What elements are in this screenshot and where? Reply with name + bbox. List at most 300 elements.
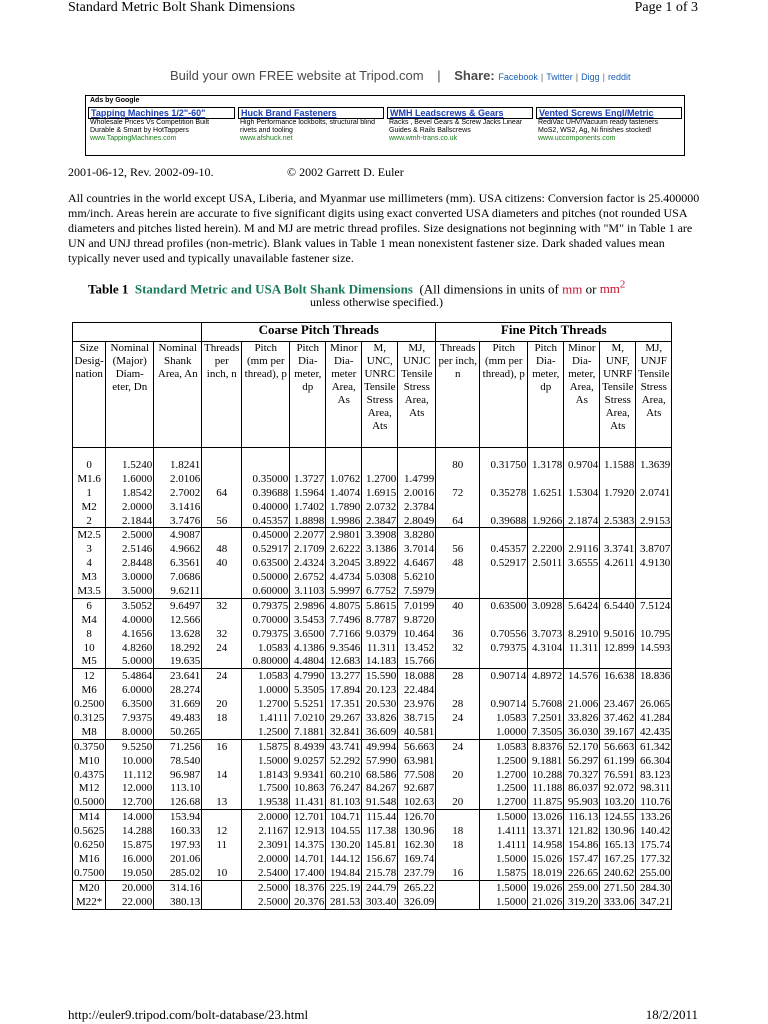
table-cell: 10 [73, 641, 106, 655]
table-cell: 1.4074 [326, 486, 362, 500]
ad-item[interactable] [536, 107, 682, 153]
table-cell: 2.5000 [242, 895, 290, 909]
table-cell: 0.7500 [74, 866, 105, 879]
table-cell: 9.6497 [154, 598, 202, 612]
ad-description: Wholesale Prices Vs Competition Built Durable & Smart by HotTappers [90, 119, 210, 134]
table-number: Table 1 [88, 281, 129, 297]
table-cell: 2.9801 [326, 528, 362, 542]
table-cell: 77.508 [398, 768, 436, 782]
table-cell: 15.875 [106, 838, 154, 852]
table-cell: 12.700 [106, 795, 154, 809]
table-cell: 3 [73, 542, 106, 556]
table-cell [202, 584, 242, 598]
table-cell: 22.000 [106, 895, 154, 909]
table-cell: 0.39688 [242, 486, 290, 500]
share-digg-link[interactable]: Digg [581, 72, 600, 82]
table-cell: 165.13 [600, 838, 636, 852]
table-cell: 9.5250 [106, 739, 154, 753]
table-cell: 1.3727 [290, 472, 326, 486]
table-cell [564, 570, 600, 584]
ad-title[interactable]: Huck Brand Fasteners [238, 107, 384, 119]
table-cell: 2.5000 [242, 880, 290, 894]
table-cell: 102.63 [398, 795, 436, 809]
table-cell: 104.55 [326, 824, 362, 838]
spacer-cell [564, 448, 600, 459]
table-cell: 14.593 [636, 641, 672, 655]
table-cell: 7.0686 [154, 570, 202, 584]
table-cell: 9.1881 [528, 754, 564, 768]
table-cell: M10 [73, 754, 106, 768]
table-cell: 1.5240 [106, 458, 154, 472]
table-cell: 7.0199 [398, 598, 436, 612]
table-cell: 9.6211 [154, 584, 202, 598]
table-cell: 333.06 [600, 895, 636, 909]
table-cell: 23.467 [600, 697, 636, 711]
intro-paragraph: All countries in the world except USA, Liberia, and Myanmar use millimeters (mm). USA citizens: Conversion factor is 25.400000 mm/inch. Areas herein are accurate to five significant digits using exact converted USA diameters and pitches (not rounded USA diameters and pitches listed herein). M and MJ are metric thread profiles. Size designations not beginning with "M" in Table 1 are UN and UNJ thread profiles (non-metric). Blank values in Table 1 mean nonexistent fastener size. Dark shaded values mean typically never used and typically unavailable fastener size. [68, 191, 700, 265]
table-cell [600, 613, 636, 627]
table-cell: 12.899 [600, 641, 636, 655]
table-cell: 0 [73, 458, 106, 472]
table-cell: 140.42 [636, 824, 672, 838]
table-row [73, 768, 672, 782]
table-cell: 24 [436, 711, 480, 725]
table-cell: 1.3639 [636, 458, 672, 472]
table-cell: 130.96 [600, 824, 636, 838]
table-cell: 43.741 [326, 739, 362, 753]
table-cell: 33.826 [362, 711, 398, 725]
table-cell [480, 654, 528, 668]
table-cell [636, 613, 672, 627]
table-row [73, 472, 672, 486]
table-cell: 1.4799 [398, 472, 436, 486]
table-cell: 70.327 [564, 768, 600, 782]
table-cell [202, 472, 242, 486]
table-cell [436, 880, 480, 894]
table-cell: 7.9375 [106, 711, 154, 725]
table-cell: 66.304 [636, 754, 672, 768]
table-cell [528, 570, 564, 584]
table-cell: 347.21 [636, 895, 672, 909]
table-cell: 64 [202, 486, 242, 500]
table-cell: 116.13 [564, 810, 600, 824]
table-cell [636, 683, 672, 697]
table-cell [436, 472, 480, 486]
table-row [73, 613, 672, 627]
table-cell: 20.530 [362, 697, 398, 711]
table-cell: 2.1167 [242, 824, 290, 838]
table-row [73, 528, 672, 542]
table-cell: 0.70556 [480, 627, 528, 641]
table-cell: 5.0000 [106, 654, 154, 668]
table-cell: 3.7073 [528, 627, 564, 641]
table-cell: 2.0000 [242, 810, 290, 824]
table-cell: 0.2500 [74, 698, 105, 711]
table-cell: 10.464 [398, 627, 436, 641]
table-cell: 1 [73, 486, 106, 500]
table-cell: 0.9704 [564, 458, 600, 472]
table-cell: 12.000 [106, 781, 154, 795]
table-cell: 130.20 [326, 838, 362, 852]
table-cell: 1.3178 [528, 458, 564, 472]
table-row [73, 725, 672, 739]
table-cell: 1.7500 [242, 781, 290, 795]
table-cell [636, 472, 672, 486]
table-cell: 2.5400 [242, 866, 290, 880]
table-cell: 1.8241 [154, 458, 202, 472]
table-row [73, 486, 672, 500]
table-cell: 17.894 [326, 683, 362, 697]
table-row [73, 598, 672, 612]
table-cell: 1.6251 [528, 486, 564, 500]
table-cell [636, 654, 672, 668]
table-cell [436, 570, 480, 584]
table-cell: 167.25 [600, 852, 636, 866]
column-header: Minor Dia-meter Area, As [326, 342, 362, 448]
table-cell: 0.31750 [480, 458, 528, 472]
table-cell: 18 [436, 838, 480, 852]
table-cell: 42.435 [636, 725, 672, 739]
table-cell: 24 [202, 669, 242, 683]
table-cell: 13.452 [398, 641, 436, 655]
table-cell: 2.2077 [290, 528, 326, 542]
table-cell: 19.635 [154, 654, 202, 668]
table-cell: 215.78 [362, 866, 398, 880]
table-cell: 1.8898 [290, 514, 326, 528]
table-cell [480, 584, 528, 598]
ads-label: Ads by Google [90, 97, 140, 104]
ad-title[interactable]: Vented Screws Engl/Metric [536, 107, 682, 119]
table-cell: 1.5304 [564, 486, 600, 500]
unit-or: or [585, 281, 597, 297]
table-cell: 1.2500 [480, 754, 528, 768]
table-cell: 7.5124 [636, 598, 672, 612]
table-cell: 2.1874 [564, 514, 600, 528]
table-cell: 92.072 [600, 781, 636, 795]
table-cell: 2.5383 [600, 514, 636, 528]
table-cell: 18 [202, 711, 242, 725]
table-cell: 1.0000 [480, 725, 528, 739]
table-cell: 76.247 [326, 781, 362, 795]
table-cell [202, 654, 242, 668]
group-coarse-header: Coarse Pitch Threads [202, 323, 436, 342]
table-cell: 1.9266 [528, 514, 564, 528]
table-cell: 81.103 [326, 795, 362, 809]
table-cell [600, 528, 636, 542]
table-cell: 1.0583 [480, 711, 528, 725]
table-cell: 20 [202, 697, 242, 711]
table-cell: 21.026 [528, 895, 564, 909]
ad-item[interactable] [387, 107, 533, 153]
table-cell [636, 584, 672, 598]
ad-item[interactable] [88, 107, 235, 153]
table-cell: 284.30 [636, 880, 672, 894]
table-cell: 6.3500 [106, 697, 154, 711]
dateline: 2001-06-12, Rev. 2002-09-10. [68, 165, 214, 179]
table-cell: 80 [436, 458, 480, 472]
spacer-cell [398, 448, 436, 459]
table-cell: 49.483 [154, 711, 202, 725]
table-cell: 2.3847 [362, 514, 398, 528]
table-cell [202, 725, 242, 739]
table-cell: 0.79375 [480, 641, 528, 655]
ad-item[interactable] [238, 107, 384, 153]
table-cell: 2.9116 [564, 542, 600, 556]
column-header: Pitch Dia-meter, dp [290, 342, 326, 448]
table-cell: 68.586 [362, 768, 398, 782]
table-cell: 10.795 [636, 627, 672, 641]
table-cell: 3.2045 [326, 556, 362, 570]
table-cell: M2 [73, 500, 106, 514]
table-cell: 13.277 [326, 669, 362, 683]
table-cell: 13 [202, 795, 242, 809]
table-cell: 14.000 [106, 810, 154, 824]
table-cell: 2.5146 [106, 542, 154, 556]
table-row [73, 641, 672, 655]
table-cell: 31.669 [154, 697, 202, 711]
table-cell: 15.590 [362, 669, 398, 683]
spacer-cell [480, 448, 528, 459]
table-cell: 1.2500 [480, 781, 528, 795]
tripod-build-link[interactable]: Build your own FREE website at Tripod.com [170, 68, 424, 83]
table-cell: 9.8720 [398, 613, 436, 627]
table-row [73, 697, 672, 711]
table-heading: Standard Metric and USA Bolt Shank Dimensions [134, 281, 413, 297]
table-row [73, 895, 672, 909]
table-cell [326, 458, 362, 472]
table-cell [480, 570, 528, 584]
ad-description: RediVac UHV/Vacuum ready fasteners MoS2, WS2, Ag, Ni finishes stocked! [538, 119, 658, 134]
column-header: Size Desig-nation [73, 342, 106, 448]
divider: | [540, 72, 544, 82]
table-cell: 4.7990 [290, 669, 326, 683]
table-cell [202, 852, 242, 866]
table-cell: 9.0257 [290, 754, 326, 768]
table-cell: 95.903 [564, 795, 600, 809]
table-cell: 63.981 [398, 754, 436, 768]
table-cell: M8 [73, 725, 106, 739]
table-cell [480, 500, 528, 514]
table-cell: 1.8542 [106, 486, 154, 500]
table-row [73, 584, 672, 598]
footer-url[interactable]: http://euler9.tripod.com/bolt-database/23.html [68, 1007, 309, 1022]
column-header: M, UNF, UNRF Tensile Stress Area, Ats [600, 342, 636, 448]
table-cell: 169.74 [398, 852, 436, 866]
table-cell: 49.994 [362, 739, 398, 753]
table-cell: 5.5251 [290, 697, 326, 711]
column-header: Threads per inch, n [436, 342, 480, 448]
table-cell: 18.376 [290, 880, 326, 894]
table-cell: 4.3104 [528, 641, 564, 655]
table-cell: M16 [73, 852, 106, 866]
table-cell: 20 [436, 768, 480, 782]
table-cell: 2.2200 [528, 542, 564, 556]
table-cell: 24 [436, 739, 480, 753]
table-cell [528, 528, 564, 542]
table-cell: 72 [436, 486, 480, 500]
share-reddit-link[interactable]: reddit [607, 72, 631, 82]
table-cell: 56.663 [600, 739, 636, 753]
table-cell: 0.63500 [480, 598, 528, 612]
table-cell: M4 [73, 613, 106, 627]
table-cell: 40 [202, 556, 242, 570]
table-cell [436, 725, 480, 739]
table-cell: 7.7166 [326, 627, 362, 641]
table-cell: M3 [73, 570, 106, 584]
header-blank [73, 323, 202, 342]
table-cell: 194.84 [326, 866, 362, 880]
table-cell: 32.841 [326, 725, 362, 739]
table-cell: 1.4111 [480, 838, 528, 852]
table-cell: 0.4375 [74, 768, 105, 781]
table-cell [202, 781, 242, 795]
table-cell: 20 [436, 795, 480, 809]
copyright: © 2002 Garrett D. Euler [287, 165, 404, 179]
table-cell: 16.000 [106, 852, 154, 866]
table-cell: 37.462 [600, 711, 636, 725]
table-cell: 259.00 [564, 880, 600, 894]
table-cell: 4.1386 [290, 641, 326, 655]
table-cell: 3.7476 [154, 514, 202, 528]
table-cell: 7.5979 [398, 584, 436, 598]
spacer-cell [290, 448, 326, 459]
column-header: Nominal (Major) Diam-eter, Dn [106, 342, 154, 448]
table-cell: 5.8615 [362, 598, 398, 612]
divider: | [437, 68, 441, 83]
table-cell [436, 810, 480, 824]
table-cell [202, 754, 242, 768]
table-cell: 0.5000 [74, 796, 105, 809]
table-cell [436, 500, 480, 514]
table-cell: 18.088 [398, 669, 436, 683]
table-cell: 6.3561 [154, 556, 202, 570]
table-row [73, 795, 672, 809]
ad-url[interactable]: www.afshuck.net [240, 135, 293, 142]
table-cell: 265.22 [398, 880, 436, 894]
table-cell: 11.431 [290, 795, 326, 809]
table-cell: 5.3505 [290, 683, 326, 697]
share-twitter-link[interactable]: Twitter [546, 72, 573, 82]
table-cell: 14.958 [528, 838, 564, 852]
table-cell: 11.875 [528, 795, 564, 809]
table-cell [600, 584, 636, 598]
table-cell: 6.5440 [600, 598, 636, 612]
spacer-cell [528, 448, 564, 459]
spacer-cell [242, 448, 290, 459]
table-cell: 40 [436, 598, 480, 612]
table-row [73, 781, 672, 795]
table-cell [528, 500, 564, 514]
table-cell: 1.7402 [290, 500, 326, 514]
table-cell: 285.02 [154, 866, 202, 880]
table-cell: 1.5000 [480, 880, 528, 894]
table-cell: 57.990 [362, 754, 398, 768]
table-cell: 9.0379 [362, 627, 398, 641]
ad-title[interactable]: Tapping Machines 1/2"-60" [88, 107, 235, 119]
table-cell: 19.026 [528, 880, 564, 894]
table-cell: M3.5 [73, 584, 106, 598]
table-cell: 0.45357 [242, 514, 290, 528]
footer-date: 18/2/2011 [645, 1007, 698, 1022]
table-cell: 2.9153 [636, 514, 672, 528]
table-cell: 14.701 [290, 852, 326, 866]
table-cell: 24 [202, 641, 242, 655]
table-cell: 319.20 [564, 895, 600, 909]
table-cell: 4.8075 [326, 598, 362, 612]
table-cell [564, 528, 600, 542]
table-cell: 1.0583 [480, 739, 528, 753]
table-cell: 1.2700 [480, 768, 528, 782]
table-cell: 56 [202, 514, 242, 528]
ad-url[interactable]: www.wmh-trans.co.uk [389, 135, 458, 142]
table-cell [600, 472, 636, 486]
table-cell: 23.641 [154, 669, 202, 683]
table-cell: 16.638 [600, 669, 636, 683]
table-cell: 15.766 [398, 654, 436, 668]
column-header: MJ, UNJC Tensile Stress Area, Ats [398, 342, 436, 448]
table-cell: 197.93 [154, 838, 202, 852]
table-cell: 5.4864 [106, 669, 154, 683]
table-cell: 113.10 [154, 781, 202, 795]
table-cell: 0.52917 [480, 556, 528, 570]
table-cell [480, 472, 528, 486]
table-row [73, 500, 672, 514]
table-row [73, 880, 672, 894]
table-row [73, 654, 672, 668]
table-cell: 17.351 [326, 697, 362, 711]
table-cell: 64 [436, 514, 480, 528]
table-row [73, 669, 672, 683]
table-cell: 0.45000 [242, 528, 290, 542]
ad-url[interactable]: www.TappingMachines.com [90, 135, 177, 142]
ad-title[interactable]: WMH Leadscrews & Gears [387, 107, 533, 119]
table-cell: 8.2910 [564, 627, 600, 641]
table-cell: 156.67 [362, 852, 398, 866]
table-cell: 3.7014 [398, 542, 436, 556]
table-cell: 0.3750 [74, 740, 105, 753]
table-cell: 18 [436, 824, 480, 838]
column-header: M, UNC, UNRC Tensile Stress Area, Ats [362, 342, 398, 448]
bolt-table [72, 322, 672, 910]
table-cell: 4.0000 [106, 613, 154, 627]
share-facebook-link[interactable]: Facebook [498, 72, 538, 82]
table-cell [564, 683, 600, 697]
table-cell: 13.026 [528, 810, 564, 824]
table-cell: 0.40000 [242, 500, 290, 514]
table-cell: 0.90714 [480, 669, 528, 683]
table-cell [202, 810, 242, 824]
table-cell [436, 754, 480, 768]
table-cell [398, 458, 436, 472]
table-cell [436, 781, 480, 795]
table-cell: 98.311 [636, 781, 672, 795]
table-cell: 145.81 [362, 838, 398, 852]
table-cell: 5.9997 [326, 584, 362, 598]
table-cell [564, 613, 600, 627]
table-cell [242, 458, 290, 472]
table-cell: 4.9087 [154, 528, 202, 542]
table-cell: 1.2500 [242, 725, 290, 739]
table-cell: 8.7787 [362, 613, 398, 627]
table-cell: 380.13 [154, 895, 202, 909]
table-cell: 2.0741 [636, 486, 672, 500]
table-cell: 3.0000 [106, 570, 154, 584]
column-header: Threads per inch, n [202, 342, 242, 448]
ad-url[interactable]: www.uccomponents.com [538, 135, 616, 142]
table-cell: 28 [436, 697, 480, 711]
column-header: MJ, UNJF Tensile Stress Area, Ats [636, 342, 672, 448]
table-cell: 110.76 [636, 795, 672, 809]
table-cell: 3.1386 [362, 542, 398, 556]
